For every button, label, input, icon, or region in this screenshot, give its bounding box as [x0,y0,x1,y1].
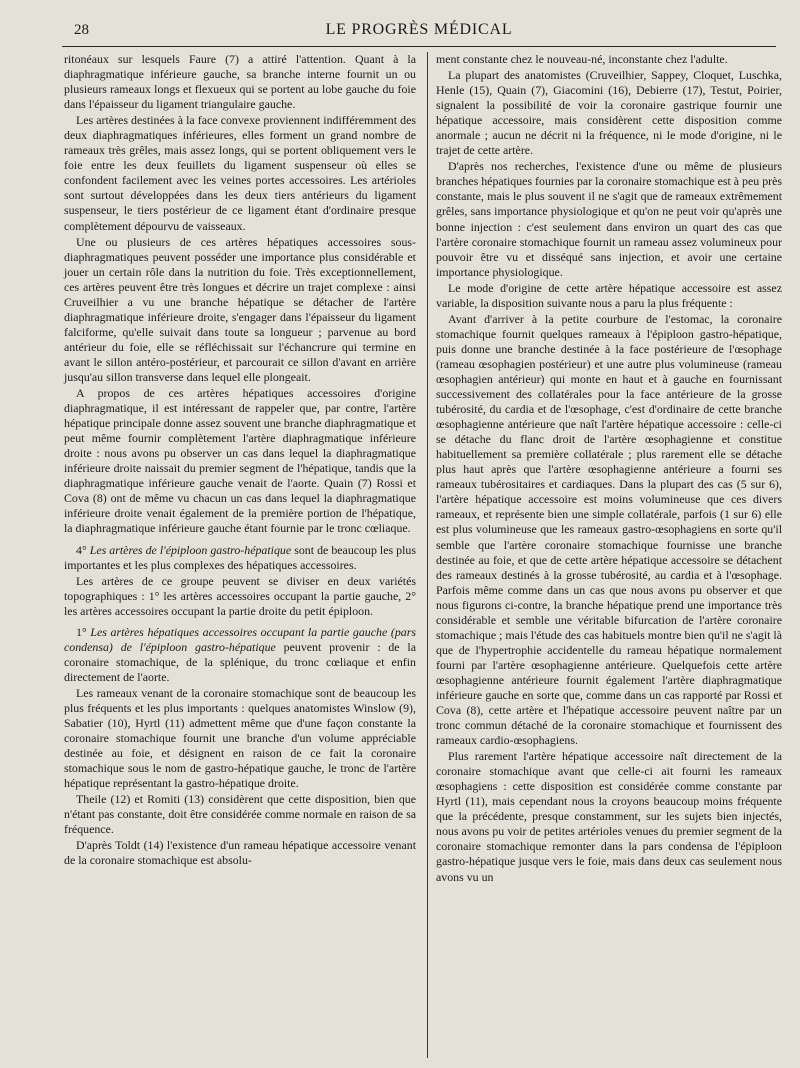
left-column [64,52,416,869]
header-rule [62,46,776,47]
column-divider [427,52,428,1058]
page-number: 28 [74,22,89,38]
section-title: Les artères de l'épiploon gastro-hépatique [89,542,292,557]
paragraph: Theile (12) et Romiti (13) considèrent que cette disposition, bien que n'étant pas constante, doit être considérée comme normale en raison de sa fréquence. [64,792,416,837]
section-number: 4° [76,542,87,557]
subsection-title: Les artères hépatiques accessoires occupant la partie gauche (pars condensa) de l'épiploon gastro-hépatique [64,624,416,654]
paragraph: D'après Toldt (14) l'existence d'un rameau hépatique accessoire venant de la coronaire stomachique est absolu- [64,838,416,868]
running-header [62,20,776,44]
paragraph: Plus rarement l'artère hépatique accessoire naît directement de la coronaire stomachique avant que celle-ci ait fourni les rameaux œsophagiens : cette disposition est considérée comme constante par Hyrtl (11), mais cependant nous la croyons beaucoup moins fréquente que la précédente, presque constamment, sur les sujets bien injectés, nous avons pu voir de petites artérioles venues du premier segment de la coronaire stomachique remonter dans la pars condensa de l'épiploon gastro-hépatique jusque vers le foie, mais dans deux cas seulement nous avons vu un [436,749,782,884]
paragraph: Les artères de ce groupe peuvent se diviser en deux variétés topographiques : 1° les artères accessoires occupant la partie gauche, 2° les artères accessoires occupant la partie droite du petit épiploon. [64,573,416,618]
paragraph: La plupart des anatomistes (Cruveilhier, Sappey, Cloquet, Luschka, Henle (15), Quain (7), Giacomini (16), Debierre (17), Testut, Poirier, signalent la possibilité de voir la coronaire gastrique fournir une hépatique accessoire, mais considèrent cette disposition comme anormale ; aucun ne décrit ni la fréquence, ni le mode d'origine, ni le trajet de cette artère. [436,68,782,158]
paragraph: ritonéaux sur lesquels Faure (7) a attiré l'attention. Quant à la diaphragmatique inférieure gauche, sa branche interne fournit un ou plusieurs rameaux longs et flexueux qui se portent au lobe gauche du foie dans l'épaisseur du ligament triangulaire gauche. [64,52,416,112]
paragraph: A propos de ces artères hépatiques accessoires d'origine diaphragmatique, il est intéressant de rappeler que, par contre, l'artère hépatique principale donne assez souvent une branche diaphragmatique et peut même fournir complètement l'artère diaphragmatique inférieure droite : nous avons pu observer un cas dans lequel la diaphragmatique inférieure droite naissait du premier segment de l'hépatique, tandis que la diaphragmatique inférieure gauche venait de l'aorte. Quain (7) Rossi et Cova (8) ont de même vu chacun un cas dans lequel la diaphragmatique inférieure droite venait également de la première portion de l'hépatique, la diaphragmatique inférieure gauche étant fournie par le tronc cœliaque. [64,386,416,536]
paragraph: Les rameaux venant de la coronaire stomachique sont de beaucoup les plus fréquents et les plus importants : quelques anatomistes Winslow (9), Sabatier (10), Hyrtl (11) admettent même que d'une façon constante la coronaire stomachique fournit une branche d'un volume appréciable destinée au foie, et désignent en raison de ce fait la coronaire stomachique sous le nom de gastro-hépatique gauche, le tronc de l'artère hépatique représentant la gastro-hépatique droite. [64,685,416,791]
section-heading-paragraph [64,543,416,573]
subsection-text: peuvent provenir : de la coronaire stomachique, de la splénique, du tronc cœliaque et enfin directement de l'aorte. [64,639,416,684]
running-title: LE PROGRÈS MÉDICAL [325,21,513,38]
paragraph: Les artères destinées à la face convexe proviennent indifféremment des deux diaphragmatiques inférieures, elles forment un grand nombre de rameaux très grêles, mais assez longs, qui se portent obliquement vers le foie entre les deux feuillets du ligament suspenseur où elles se confondent facilement avec les veines portes accessoires. Les artérioles sont surtout développées dans les deux tiers antérieurs du ligament suspenseur, le tiers postérieur de ce ligament étant d'ordinaire presque complètement dépourvu de vaisseaux. [64,113,416,233]
right-column [436,52,782,886]
section-text: sont de beaucoup les plus importantes et les plus complexes des hépatiques accessoires. [64,542,416,572]
subsection-heading-paragraph [64,625,416,685]
paragraph: D'après nos recherches, l'existence d'une ou même de plusieurs branches hépatiques fournies par la coronaire stomachique est à peu près constante, mais le plus souvent il ne s'agit que de rameaux extrêmement grêles, sans importance physiologique et qu'on ne peut voir qu'après une bonne injection : c'est seulement dans environ un quart des cas que l'artère coronaire stomachique fournit un rameau assez volumineux pour pouvoir être vu et disséqué sans injection, et avoir une certaine importance physiologique. [436,159,783,279]
paragraph: Le mode d'origine de cette artère hépatique accessoire est assez variable, la disposition suivante nous a paru la plus fréquente : [436,280,782,310]
subsection-number: 1° [76,624,87,639]
paragraph: ment constante chez le nouveau-né, inconstante chez l'adulte. [436,52,728,66]
paragraph: Avant d'arriver à la petite courbure de l'estomac, la coronaire stomachique fournit quelques rameaux à l'épiploon gastro-hépatique, puis donne une branche destinée à la face postérieure de l'œsophage (rameau œsophagien postérieur) et une autre plus volumineuse (rameau œsophagien antérieur) qui monte en haut et à gauche en fournissant successivement des collatérales pour la face antérieure de la grosse tubérosité, du cardia et de l'œsophage, c'est d'ordinaire de cette branche œsophagienne antérieure que naît l'artère hépatique accessoire : celle-ci se détache du flanc droit de l'artère œsophagienne et constitue habituellement sa première collatérale ; plus rarement elle se détache plus haut après que l'artère œsophagienne antérieure a fourni ses rameaux tubérositaires et cardiaques. Dans la plupart des cas (5 sur 6), l'artère hépatique accessoire est moins volumineuse que ces divers rameaux, et représente bien une simple collatérale, parfois (1 sur 6) elle est plus volumineuse que les rameaux gastro-œsophagiens en sorte qu'il semble que l'artère coronaire stomachique fournisse une branche destinée au foie, et que de cette artère hépatique accessoire se détachent des rameaux destinés à la grosse tubérosité, au cardia et à l'œsophage. Parfois même comme dans un cas que nous avons pu observer et que nous figurons ci-contre, la branche hépatique prend une importance très considérable et semble une véritable bifurcation de l'artère coronaire stomachique ; mais l'étude des cas habituels montre bien qu'il ne s'agit là que de l'hypertrophie accidentelle du rameau hépatique normalement fourni par l'artère œsophagienne antérieure. Quelquefois cette artère œsophagienne antérieure fournit également l'artère diaphragmatique inférieure gauche en sorte que, comme dans un cas rapporté par Rossi et Cova (8), cette artère et l'hépatique accessoire peuvent naître par un tronc commun détaché de la coronaire stomachique et fournissent des rameaux cardio-œsophagiens. [436,311,782,748]
paragraph: Une ou plusieurs de ces artères hépatiques accessoires sous-diaphragmatiques peuvent posséder une importance plus considérable et jouer un certain rôle dans la nutrition du foie. Très exceptionnellement, ces artères peuvent être très longues et décrire un trajet complexe : ainsi Cruveilhier a vu une branche hépatique se détacher de l'artère diaphragmatique inférieure droite, s'engager dans l'épaisseur du ligament falciforme, qu'elle suivait dans toute sa longueur ; parvenue au bord antérieur du foie, elle se réfléchissait sur l'échancrure qui termine en avant le sillon antéro-postérieur, et parcourait ce sillon d'avant en arrière jusqu'au sillon transverse dans lequel elle plongeait. [64,234,416,384]
